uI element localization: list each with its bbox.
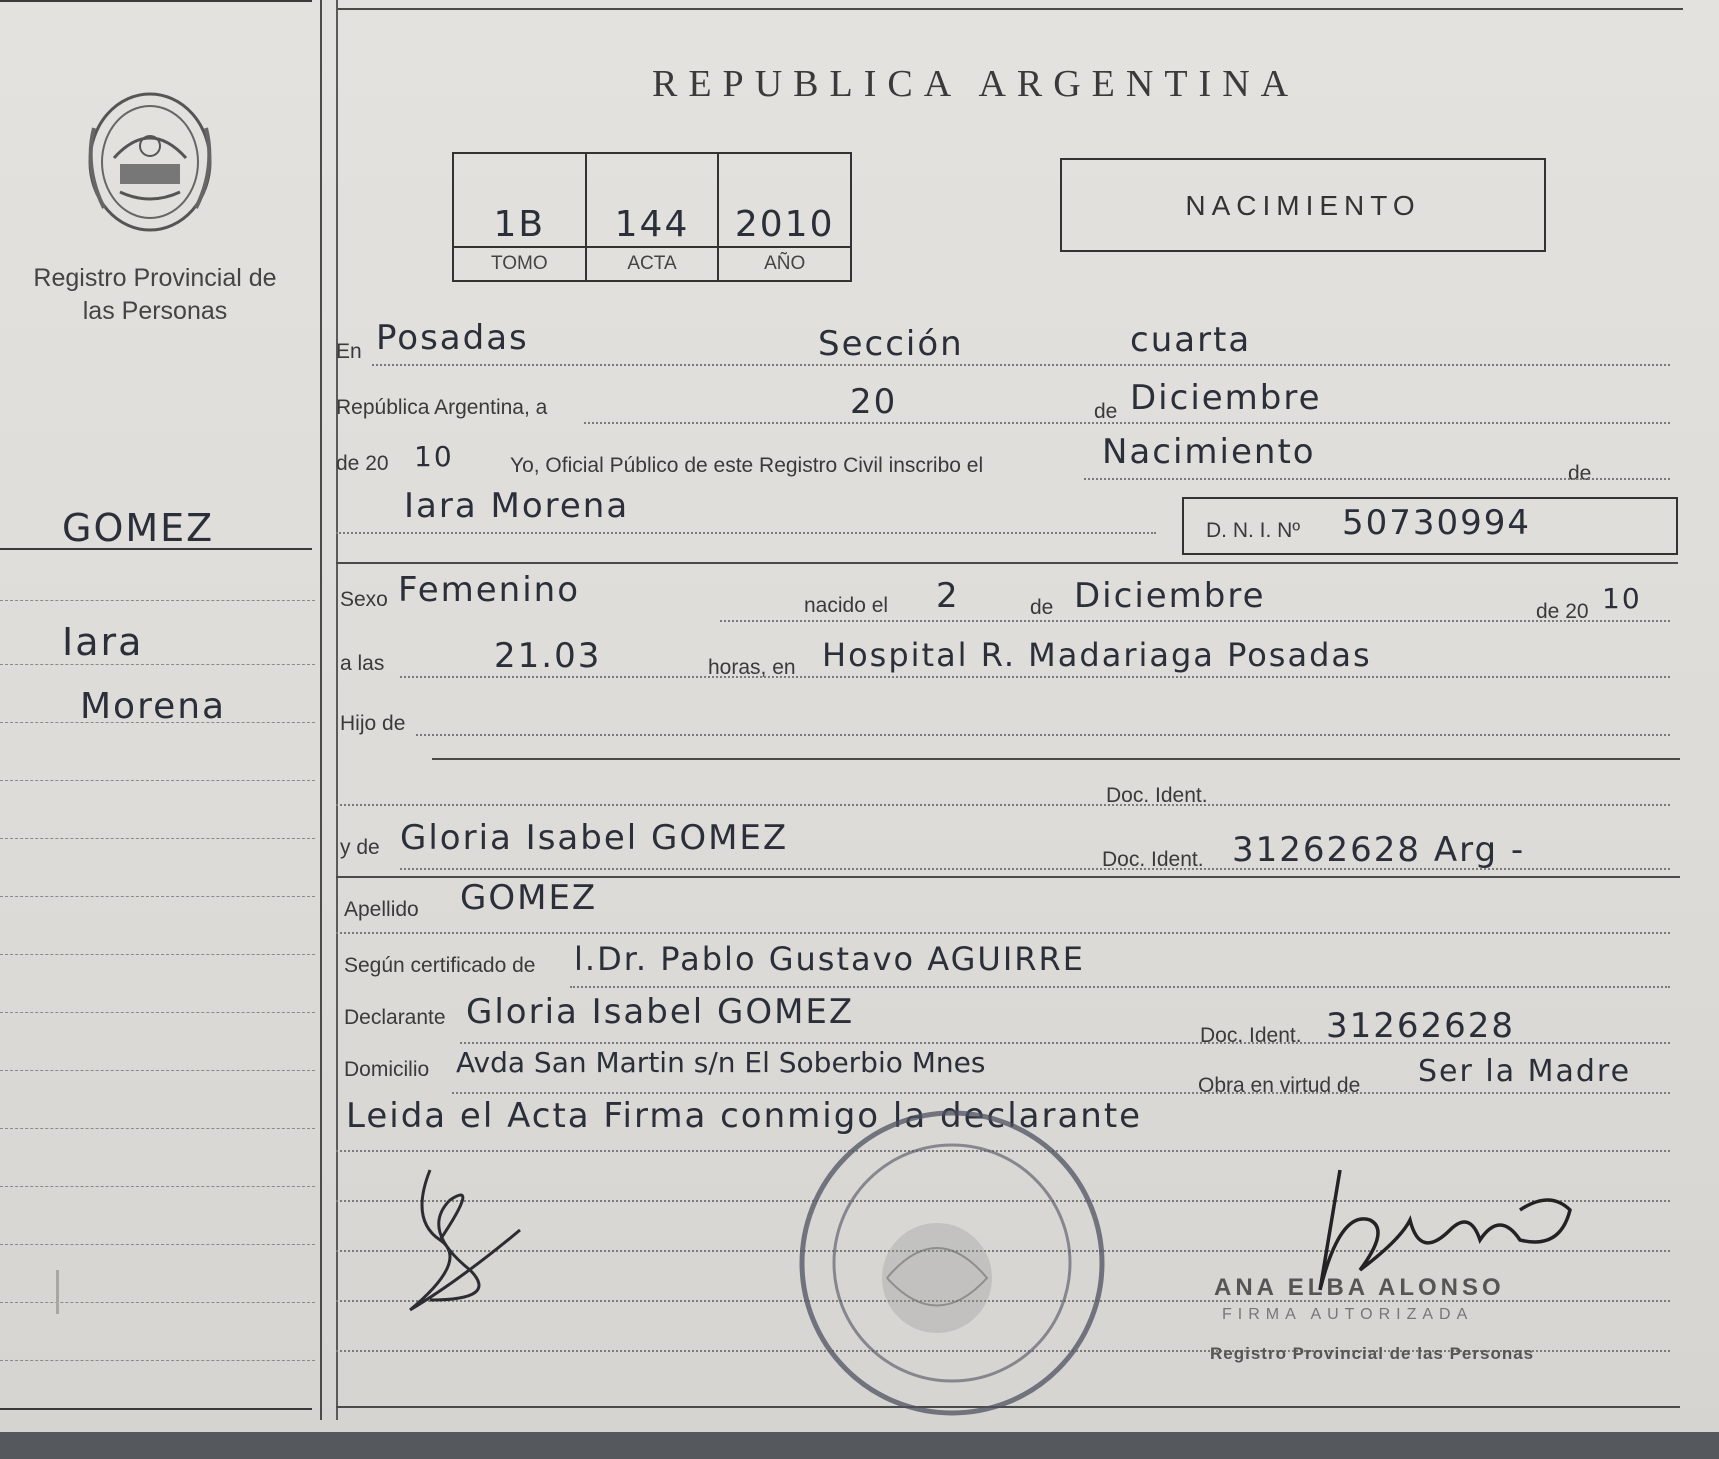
dotted-line xyxy=(336,804,1670,806)
certificado-value: l.Dr. Pablo Gustavo AGUIRRE xyxy=(574,940,1085,978)
left-line xyxy=(0,1186,315,1187)
record-type: NACIMIENTO xyxy=(1185,190,1421,221)
anio-label: AÑO xyxy=(719,246,850,280)
tomo-cell xyxy=(454,154,587,280)
birth-day-value: 2 xyxy=(936,576,960,616)
left-line xyxy=(0,896,315,897)
left-line xyxy=(0,1244,315,1245)
declarante-value: Gloria Isabel GOMEZ xyxy=(466,992,855,1032)
city-value: Posadas xyxy=(376,318,529,358)
birth-year-suffix-value: 10 xyxy=(1602,582,1642,615)
mother-doc-value: 31262628 Arg - xyxy=(1232,830,1526,870)
left-rule xyxy=(0,548,312,550)
de-label: de xyxy=(1094,400,1118,423)
dotted-line xyxy=(416,734,1670,736)
dotted-line xyxy=(1084,478,1670,480)
anio-value: 2010 xyxy=(734,204,835,245)
dni-label: D. N. I. Nº xyxy=(1206,519,1301,542)
acta-cell xyxy=(587,154,720,280)
declarante-label: Declarante xyxy=(344,1006,446,1029)
provincial-seal-icon xyxy=(84,88,216,236)
left-line xyxy=(0,1070,315,1071)
dotted-line xyxy=(400,676,1670,678)
record-reference-table xyxy=(452,152,852,282)
oficial-text: Yo, Oficial Público de este Registro Civil inscribo el xyxy=(510,454,984,477)
signer-organization: Registro Provincial de las Personas xyxy=(1210,1344,1535,1363)
de-end-label: de xyxy=(1568,462,1592,485)
domicilio-value: Avda San Martin s/n El Soberbio Mnes xyxy=(456,1046,986,1079)
left-line xyxy=(0,1012,315,1013)
record-type-box xyxy=(1060,158,1546,252)
left-line xyxy=(0,1360,315,1361)
dni-box xyxy=(1182,497,1678,555)
left-line xyxy=(0,780,315,781)
country-heading: REPUBLICA ARGENTINA xyxy=(652,63,1300,105)
dni-value: 50730994 xyxy=(1342,503,1532,543)
acta-label: ACTA xyxy=(587,246,718,280)
year-suffix-value: 10 xyxy=(414,440,454,473)
dotted-line xyxy=(336,532,1156,534)
tomo-label: TOMO xyxy=(454,246,585,280)
dotted-line xyxy=(336,932,1670,934)
closing-text: Leida el Acta Firma conmigo la declarante xyxy=(346,1096,1143,1136)
signer-role: FIRMA AUTORIZADA xyxy=(1222,1306,1474,1323)
margin-mark xyxy=(56,1270,59,1314)
dotted-line xyxy=(460,1042,1670,1044)
left-line xyxy=(0,1302,315,1303)
dotted-line xyxy=(720,620,1670,622)
obra-value: Ser la Madre xyxy=(1418,1054,1632,1089)
scan-edge xyxy=(0,1432,1719,1459)
official-stamp-icon xyxy=(792,1098,1112,1428)
horas-label: horas, en xyxy=(708,656,796,679)
hijo-label: Hijo de xyxy=(340,712,406,735)
child-name-value: Iara Morena xyxy=(404,486,630,526)
registry-title: Registro Provincial de las Personas xyxy=(33,264,277,325)
mother-value: Gloria Isabel GOMEZ xyxy=(400,818,789,858)
dotted-line xyxy=(400,868,1670,870)
dotted-line xyxy=(584,422,1670,424)
nacido-label: nacido el xyxy=(804,594,889,617)
certificado-label: Según certificado de xyxy=(344,954,536,977)
month-value: Diciembre xyxy=(1130,378,1322,418)
acta-value: 144 xyxy=(614,204,690,245)
declarante-doc-value: 31262628 xyxy=(1326,1006,1516,1046)
birth-month-value: Diciembre xyxy=(1074,576,1266,616)
a-las-label: a las xyxy=(340,652,385,675)
left-given-name-1: Iara xyxy=(62,620,144,664)
column-divider xyxy=(336,0,338,1420)
hour-value: 21.03 xyxy=(494,636,602,676)
left-given-name-2: Morena xyxy=(80,686,227,727)
year-prefix-label: de 20 xyxy=(336,452,389,475)
left-surname: GOMEZ xyxy=(62,506,215,550)
left-line xyxy=(0,600,315,601)
mother-doc-label: Doc. Ident. xyxy=(1102,848,1204,871)
father-doc-label: Doc. Ident. xyxy=(1106,784,1208,807)
column-divider xyxy=(320,0,322,1420)
left-top-rule xyxy=(0,0,312,2)
dotted-line xyxy=(452,1092,1670,1094)
event-value: Nacimiento xyxy=(1102,432,1316,472)
signer-name: ANA ELBA ALONSO xyxy=(1214,1274,1505,1301)
apellido-label: Apellido xyxy=(344,898,419,921)
left-margin-column xyxy=(0,0,320,1459)
left-bottom-rule xyxy=(0,1408,312,1410)
obra-label: Obra en virtud de xyxy=(1198,1074,1361,1097)
dotted-line xyxy=(570,986,1670,988)
tomo-value: 1B xyxy=(493,204,546,245)
field-rule xyxy=(432,758,1680,760)
birth-de-label: de xyxy=(1030,596,1054,619)
left-line xyxy=(0,954,315,955)
republica-label: República Argentina, a xyxy=(336,396,548,419)
dotted-line xyxy=(372,364,1670,366)
y-de-label: y de xyxy=(340,836,380,859)
declarante-doc-label: Doc. Ident. xyxy=(1200,1024,1302,1047)
section-label: Sección xyxy=(818,324,964,364)
anio-cell xyxy=(719,154,850,280)
apellido-value: GOMEZ xyxy=(460,878,598,918)
birth-year-prefix-label: de 20 xyxy=(1536,600,1589,623)
left-line xyxy=(0,838,315,839)
day-value: 20 xyxy=(850,382,898,422)
en-label: En xyxy=(336,340,362,363)
section-rule xyxy=(336,562,1678,564)
sexo-label: Sexo xyxy=(340,588,388,611)
place-value: Hospital R. Madariaga Posadas xyxy=(822,636,1372,674)
declarant-signature-icon xyxy=(370,1160,540,1330)
domicilio-label: Domicilio xyxy=(344,1058,430,1081)
top-rule xyxy=(338,8,1683,10)
left-line xyxy=(0,722,315,723)
left-line xyxy=(0,664,315,665)
section-value: cuarta xyxy=(1130,320,1252,360)
left-line xyxy=(0,1128,315,1129)
sexo-value: Femenino xyxy=(398,570,580,610)
